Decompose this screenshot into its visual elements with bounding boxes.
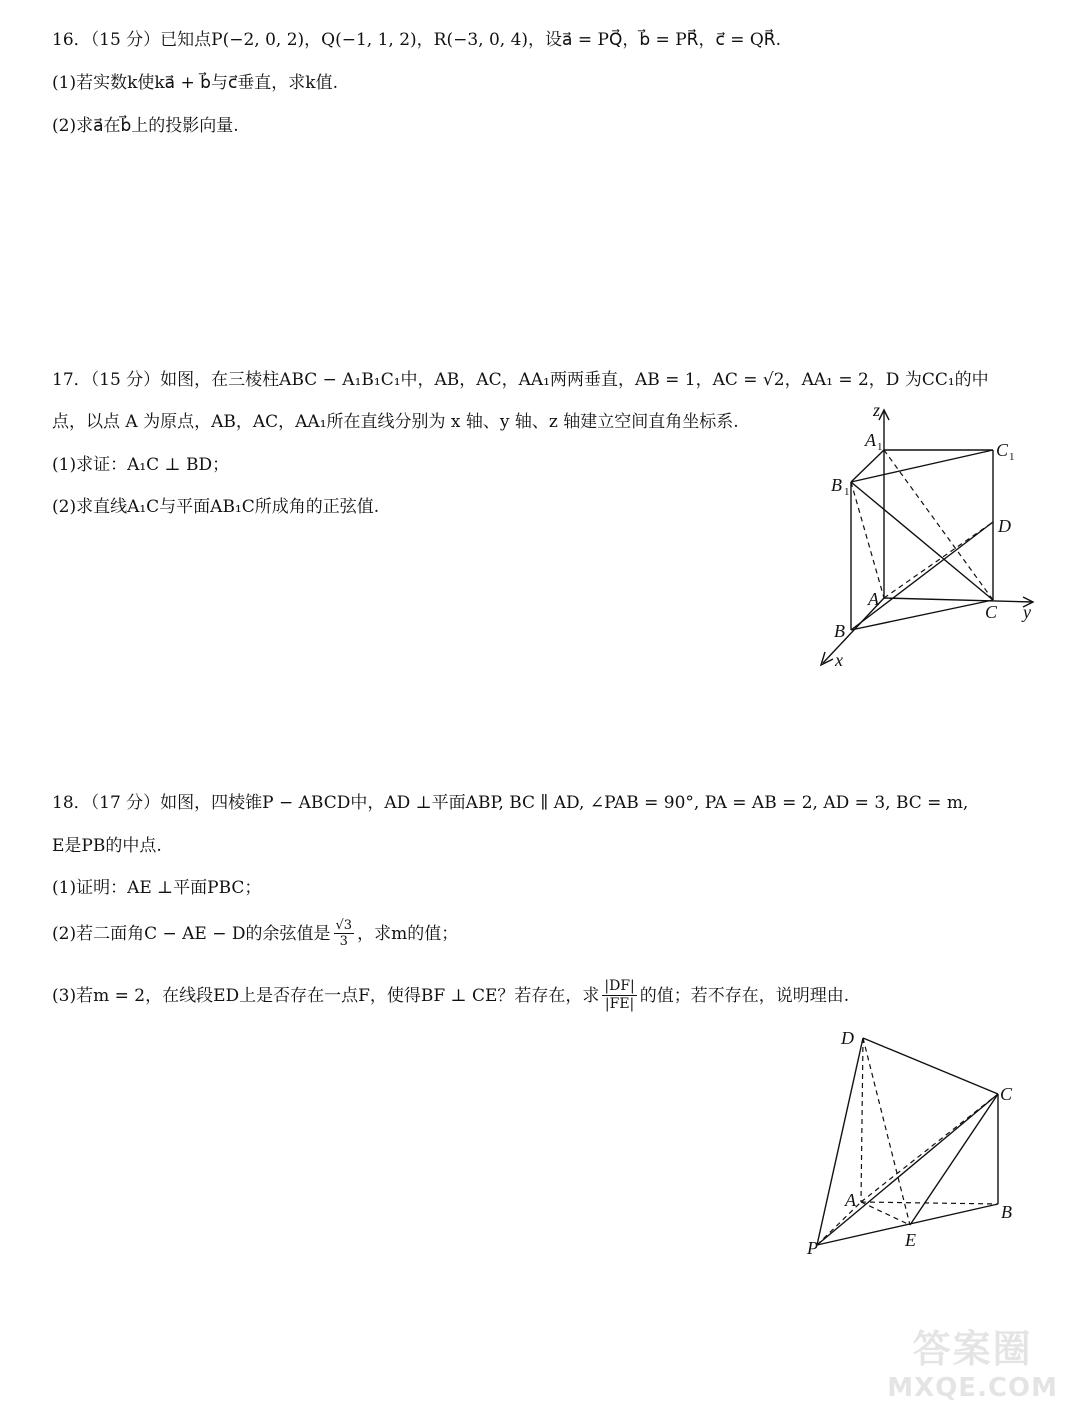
label-D: D: [998, 516, 1011, 536]
y-axis: [884, 598, 1033, 602]
watermark: [887, 1318, 1058, 1403]
watermark-url: MXQE.COM: [887, 1373, 1058, 1403]
fraction-sqrt3-over-3: √3 3: [335, 918, 353, 949]
problem-17-stem-line2: 点，以点 A 为原点，AB，AC，AA₁所在直线分别为 x 轴、y 轴、z 轴建立空间直角坐标系.: [52, 412, 739, 432]
problem-18-stem-line2: E是PB的中点.: [52, 836, 162, 856]
problem-18-q3: (3)若m = 2，在线段ED上是否存在一点F，使得BF ⊥ CE？若存在，求 |DF| |FE| 的值；若不存在，说明理由.: [52, 978, 850, 1012]
label-x: x: [835, 650, 843, 670]
svg-text:1: 1: [1009, 451, 1015, 463]
label-C: C: [1000, 1084, 1013, 1104]
label-z: z: [873, 400, 881, 420]
label-y: y: [1023, 602, 1031, 622]
svg-text:1: 1: [844, 486, 850, 498]
label-E: E: [905, 1230, 916, 1250]
label-P: P: [807, 1238, 818, 1258]
problem-16-q2: (2)求a⃗在b⃗上的投影向量.: [52, 116, 239, 136]
fraction-DF-over-FE: |DF| |FE|: [604, 978, 635, 1012]
problem-17-q2: (2)求直线A₁C与平面AB₁C所成角的正弦值.: [52, 497, 380, 517]
label-A1: A: [865, 430, 876, 450]
label-B: B: [1001, 1202, 1012, 1222]
problem-18-stem-line1: 18．（17 分）如图，四棱锥P − ABCD中，AD ⊥平面ABP, BC ∥ AD, ∠PAB = 90°, PA = AB = 2, AD = 3, BC = m,: [52, 793, 969, 813]
label-A: A: [868, 589, 879, 609]
prism-figure: [805, 398, 1055, 673]
problem-17-stem-line1: 17．（15 分）如图，在三棱柱ABC − A₁B₁C₁中，AB，AC，AA₁两两垂直，AB = 1，AC = √2，AA₁ = 2，D 为CC₁的中: [52, 370, 989, 390]
pyramid-figure: [795, 1020, 1035, 1265]
label-B1: B: [831, 475, 842, 495]
problem-16-q1: (1)若实数k使ka⃗ + b⃗与c⃗垂直，求k值.: [52, 73, 338, 93]
label-A: A: [845, 1190, 856, 1210]
problem-17-q1: (1)求证：A₁C ⊥ BD；: [52, 455, 230, 475]
label-B: B: [834, 621, 845, 641]
svg-text:1: 1: [877, 441, 883, 453]
watermark-logo-text: 答案圈: [912, 1327, 1033, 1371]
prism-diagram: [805, 398, 1055, 673]
pyramid-diagram: [795, 1020, 1035, 1265]
problem-18-q2: (2)若二面角C − AE − D的余弦值是 √3 3 ，求m的值；: [52, 918, 459, 949]
problem-16-stem: 16．（15 分）已知点P(−2, 0, 2)，Q(−1, 1, 2)，R(−3, 0, 4)，设a⃗ = PQ⃗，b⃗ = PR⃗，c⃗ = QR⃗.: [52, 30, 781, 50]
label-D: D: [841, 1028, 854, 1048]
problem-18-q1: (1)证明：AE ⊥平面PBC；: [52, 878, 262, 898]
label-C1: C: [996, 440, 1009, 460]
label-C: C: [985, 602, 998, 622]
